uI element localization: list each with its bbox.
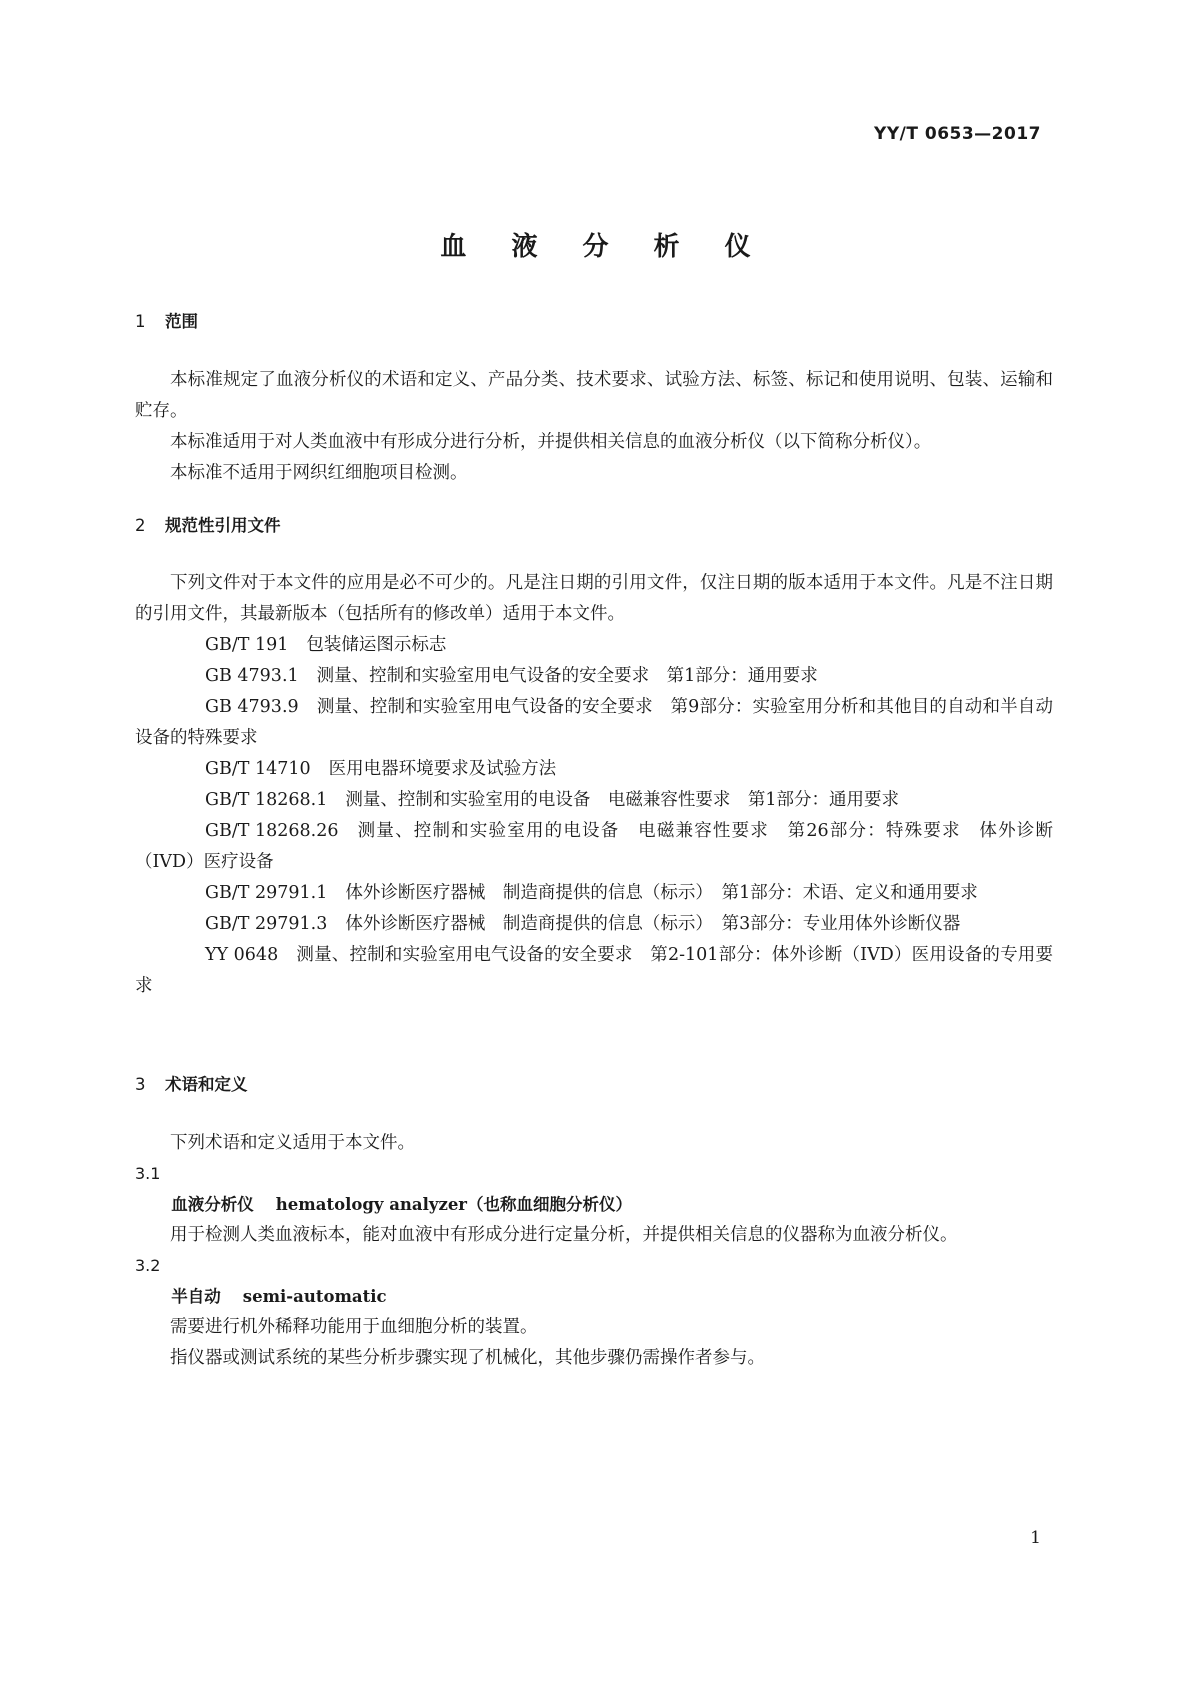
- section-number: 2: [135, 516, 146, 535]
- section-heading: [135, 310, 1053, 334]
- paragraph: 本标准不适用于网织红细胞项目检测。: [170, 463, 468, 483]
- section-2-body: [135, 568, 1053, 1002]
- reference-title: 测量、控制和实验室用的电设备 电磁兼容性要求 第1部分：通用要求: [345, 790, 899, 810]
- section-title: 范围: [165, 312, 198, 331]
- reference-code: GB/T 18268.1: [205, 790, 328, 810]
- reference-code: GB/T 29791.3: [205, 914, 328, 934]
- term-title-en: hematology analyzer（也称血细胞分析仪）: [275, 1195, 633, 1214]
- reference-code: GB 4793.1: [205, 666, 299, 686]
- section-1-body: [135, 365, 1053, 489]
- reference-code: YY 0648: [205, 945, 279, 965]
- term-number: 3.1: [135, 1164, 161, 1183]
- reference-title: 体外诊断医疗器械 制造商提供的信息（标示） 第3部分：专业用体外诊断仪器: [345, 914, 961, 934]
- reference-code: GB/T 18268.26: [205, 821, 339, 841]
- reference-title: 包装储运图示标志: [306, 635, 447, 655]
- section-heading: [135, 1073, 1053, 1097]
- reference-code: GB 4793.9: [205, 697, 299, 717]
- section-1: [135, 310, 1053, 334]
- section-3: [135, 1073, 1053, 1097]
- reference-item: [135, 692, 1053, 754]
- reference-title: 测量、控制和实验室用电气设备的安全要求 第9部分：实验室用分析和其他目的自动和半自动设备的特殊要求: [135, 697, 1053, 748]
- reference-item: [135, 816, 1053, 878]
- reference-item: [135, 878, 1053, 909]
- reference-item: [135, 754, 1053, 785]
- term-title-zh: 血液分析仪: [171, 1195, 254, 1214]
- section-3-body: [135, 1128, 1053, 1374]
- reference-item: [135, 630, 1053, 661]
- term-definition: 用于检测人类血液标本，能对血液中有形成分进行定量分析，并提供相关信息的仪器称为血液分析仪。: [170, 1225, 958, 1245]
- paragraph: 下列术语和定义适用于本文件。: [170, 1133, 415, 1153]
- reference-item: [135, 909, 1053, 940]
- page-number: 1: [1030, 1528, 1041, 1548]
- term-definition: 指仪器或测试系统的某些分析步骤实现了机械化，其他步骤仍需操作者参与。: [170, 1348, 765, 1368]
- section-title: 规范性引用文件: [165, 516, 281, 535]
- section-heading: [135, 514, 1053, 538]
- reference-title: 测量、控制和实验室用电气设备的安全要求 第1部分：通用要求: [316, 666, 818, 686]
- reference-code: GB/T 191: [205, 635, 289, 655]
- paragraph: 下列文件对于本文件的应用是必不可少的。凡是注日期的引用文件，仅注日期的版本适用于本文件。凡是不注日期的引用文件，其最新版本（包括所有的修改单）适用于本文件。: [135, 573, 1053, 624]
- section-number: 1: [135, 312, 146, 331]
- reference-title: 体外诊断医疗器械 制造商提供的信息（标示） 第1部分：术语、定义和通用要求: [345, 883, 978, 903]
- section-2: [135, 514, 1053, 538]
- term-title: [135, 1189, 1053, 1220]
- term-title-zh: 半自动: [171, 1287, 221, 1306]
- reference-item: [135, 940, 1053, 1002]
- standard-code: YY/T 0653—2017: [874, 124, 1041, 144]
- reference-title: 测量、控制和实验室用的电设备 电磁兼容性要求 第26部分：特殊要求 体外诊断（IVD）医疗设备: [135, 821, 1053, 872]
- document-title: 血 液 分 析 仪: [440, 232, 769, 262]
- reference-code: GB/T 29791.1: [205, 883, 328, 903]
- reference-title: 医用电器环境要求及试验方法: [328, 759, 557, 779]
- term-title: [135, 1281, 1053, 1312]
- section-number: 3: [135, 1075, 146, 1094]
- term-definition: 需要进行机外稀释功能用于血细胞分析的装置。: [170, 1317, 538, 1337]
- reference-item: [135, 785, 1053, 816]
- reference-code: GB/T 14710: [205, 759, 311, 779]
- reference-item: [135, 661, 1053, 692]
- paragraph: 本标准适用于对人类血液中有形成分进行分析，并提供相关信息的血液分析仪（以下简称分析仪）。: [170, 432, 932, 452]
- section-title: 术语和定义: [165, 1075, 248, 1094]
- term-number: 3.2: [135, 1256, 161, 1275]
- reference-title: 测量、控制和实验室用电气设备的安全要求 第2-101部分：体外诊断（IVD）医用设备的专用要求: [135, 945, 1053, 996]
- paragraph: 本标准规定了血液分析仪的术语和定义、产品分类、技术要求、试验方法、标签、标记和使用说明、包装、运输和贮存。: [135, 370, 1053, 421]
- term-title-en: semi-automatic: [242, 1287, 387, 1306]
